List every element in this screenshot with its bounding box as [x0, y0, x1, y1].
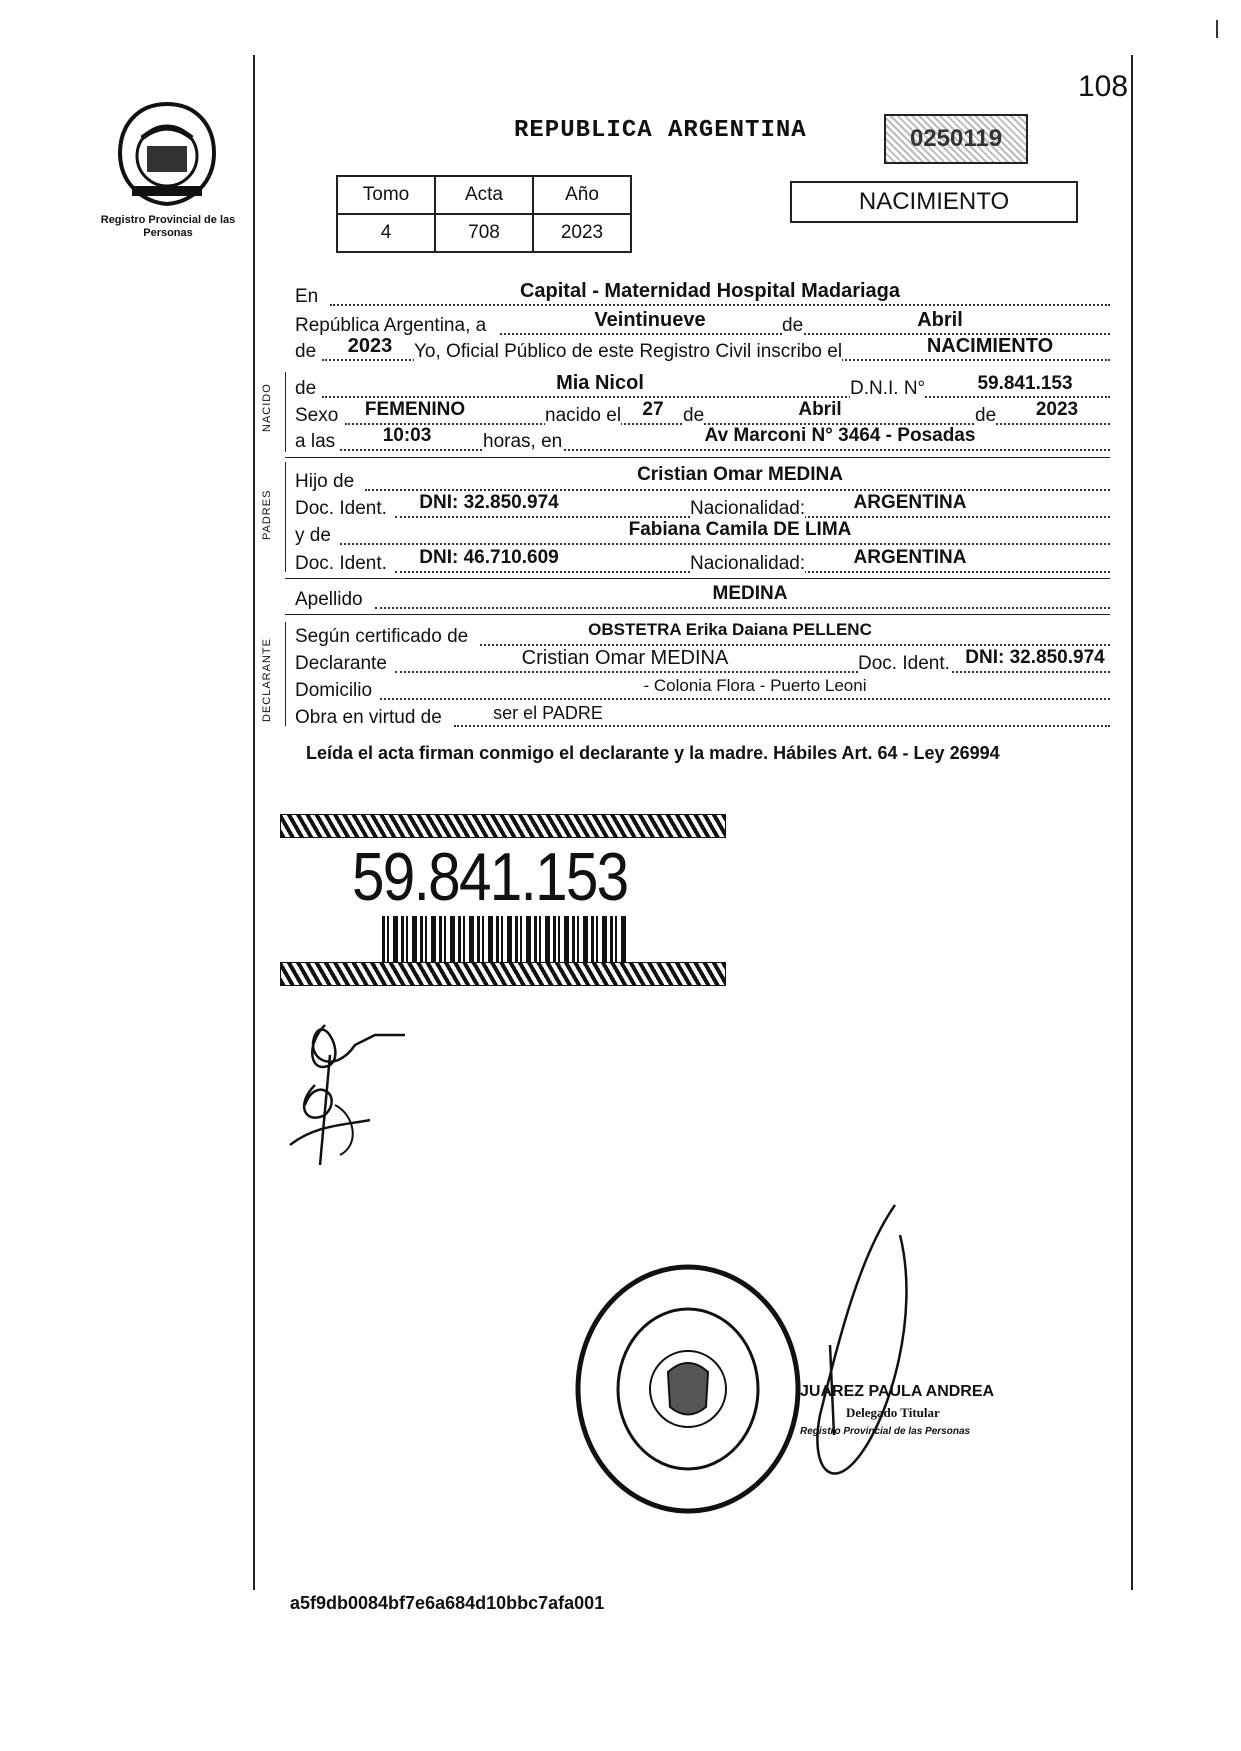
official-signature — [800, 1195, 930, 1515]
hijo-de-label: Hijo de — [295, 471, 355, 492]
de2-label: de — [295, 341, 317, 362]
nacido-bracket — [285, 372, 286, 452]
republica-label: República Argentina, a — [295, 315, 487, 336]
tomo-header: Tomo — [337, 176, 435, 214]
acta-value: 708 — [435, 214, 533, 252]
logo-caption: Registro Provincial de las Personas — [100, 214, 236, 239]
signatory-org: Registro Provincial de las Personas — [800, 1426, 971, 1437]
seal-inner-text — [680, 1262, 693, 1263]
barcode — [382, 916, 626, 962]
mother-doc-value: DNI: 46.710.609 — [419, 547, 559, 568]
y-de-label: y de — [295, 525, 331, 546]
padres-section-label: PADRES — [261, 489, 273, 540]
certificado-label: Según certificado de — [295, 626, 469, 647]
birth-month-value: Abril — [798, 399, 842, 420]
de-label-3: de — [975, 405, 997, 426]
act-type-value: NACIMIENTO — [926, 335, 1054, 357]
divider — [285, 578, 1110, 579]
mother-doc-label: Doc. Ident. — [295, 553, 387, 574]
closing-text: Leída el acta firman conmigo el declarante y la madre. Hábiles Art. 64 - Ley 26994 — [306, 743, 1000, 763]
provincial-logo-icon — [112, 98, 222, 210]
nacido-de-label: de — [295, 378, 317, 399]
declarant-signature — [285, 1005, 445, 1175]
declarante-doc-label: Doc. Ident. — [858, 653, 950, 674]
child-name-value: Mia Nicol — [556, 372, 644, 394]
page-number: 108 — [1078, 70, 1129, 103]
child-dni-value: 59.841.153 — [977, 373, 1073, 394]
signatory-name: JUAREZ PAULA ANDREA — [800, 1383, 995, 1400]
en-label: En — [295, 286, 319, 307]
birth-day-value: 27 — [642, 399, 664, 420]
document-hash: a5f9db0084bf7e6a684d10bbc7afa001 — [290, 1593, 605, 1613]
day-words-value: Veintinueve — [594, 309, 706, 331]
birth-year-value: 2023 — [1035, 399, 1079, 420]
dots — [340, 543, 1110, 545]
acta-header: Acta — [435, 176, 533, 214]
dots — [322, 396, 1110, 398]
father-name-value: Cristian Omar MEDINA — [637, 464, 843, 485]
id-number-large: 59.841.153 — [352, 839, 628, 915]
declarante-bracket — [285, 622, 286, 726]
seal-outer-text — [680, 1258, 710, 1259]
dots — [340, 449, 1110, 451]
record-type-box: NACIMIENTO — [790, 181, 1078, 223]
dots — [480, 644, 1110, 646]
sexo-value: FEMENINO — [364, 399, 466, 420]
mother-nationality-value: ARGENTINA — [853, 547, 967, 568]
declarante-doc-value: DNI: 32.850.974 — [965, 647, 1105, 668]
nacido-el-label: nacido el — [545, 405, 622, 426]
yo-label: Yo, Oficial Público de este Registro Civil inscribo el — [414, 341, 843, 362]
declarante-label: Declarante — [295, 653, 387, 674]
anio-value: 2023 — [533, 214, 631, 252]
de-label: de — [782, 315, 804, 336]
anio-header: Año — [533, 176, 631, 214]
declarante-section-label: DECLARANTE — [261, 638, 273, 722]
father-nationality-value: ARGENTINA — [853, 492, 967, 513]
mother-nationality-label: Nacionalidad: — [690, 553, 806, 574]
tomo-value: 4 — [337, 214, 435, 252]
year-value: 2023 — [347, 335, 393, 357]
obra-label: Obra en virtud de — [295, 707, 442, 728]
dots — [454, 725, 1110, 727]
father-nationality-label: Nacionalidad: — [690, 498, 806, 519]
birth-address-value: Av Marconi N° 3464 - Posadas — [704, 425, 976, 446]
divider — [285, 614, 1110, 615]
record-table — [336, 175, 632, 253]
country-title: REPUBLICA ARGENTINA — [514, 117, 807, 144]
certificado-value: OBSTETRA Erika Daiana PELLENC — [588, 620, 872, 639]
registry-stamp: 0250119 — [884, 114, 1028, 164]
signatory-role: Delegado Titular — [846, 1405, 940, 1420]
apellido-value: MEDINA — [712, 583, 788, 604]
padres-bracket — [285, 462, 286, 572]
dots — [395, 671, 1110, 673]
month-value: Abril — [917, 309, 963, 331]
domicilio-value: - Colonia Flora - Puerto Leoni — [643, 676, 867, 695]
dots — [365, 489, 1110, 491]
place-value: Capital - Maternidad Hospital Madariaga — [519, 280, 901, 302]
security-stripe-bottom — [280, 962, 726, 986]
nacido-section-label: NACIDO — [261, 383, 273, 432]
right-margin-line — [1131, 55, 1133, 1590]
dots — [380, 698, 1110, 700]
dni-label: D.N.I. N° — [850, 378, 926, 399]
mother-name-value: Fabiana Camila DE LIMA — [628, 519, 852, 540]
father-doc-value: DNI: 32.850.974 — [419, 492, 559, 513]
apellido-label: Apellido — [295, 589, 363, 610]
sexo-label: Sexo — [295, 405, 339, 426]
birth-time-value: 10:03 — [382, 425, 432, 446]
official-seal — [572, 1262, 804, 1516]
left-margin-line — [253, 55, 255, 1590]
father-doc-label: Doc. Ident. — [295, 498, 387, 519]
corner-mark — [1216, 20, 1218, 38]
alas-label: a las — [295, 431, 336, 452]
declarante-value: Cristian Omar MEDINA — [521, 647, 729, 669]
domicilio-label: Domicilio — [295, 680, 373, 701]
horas-label: horas, en — [483, 431, 563, 452]
dots — [375, 607, 1110, 609]
de-label-2: de — [683, 405, 705, 426]
obra-value: ser el PADRE — [493, 703, 603, 723]
dots — [330, 304, 1110, 306]
security-stripe-top — [280, 814, 726, 838]
divider — [285, 457, 1110, 458]
